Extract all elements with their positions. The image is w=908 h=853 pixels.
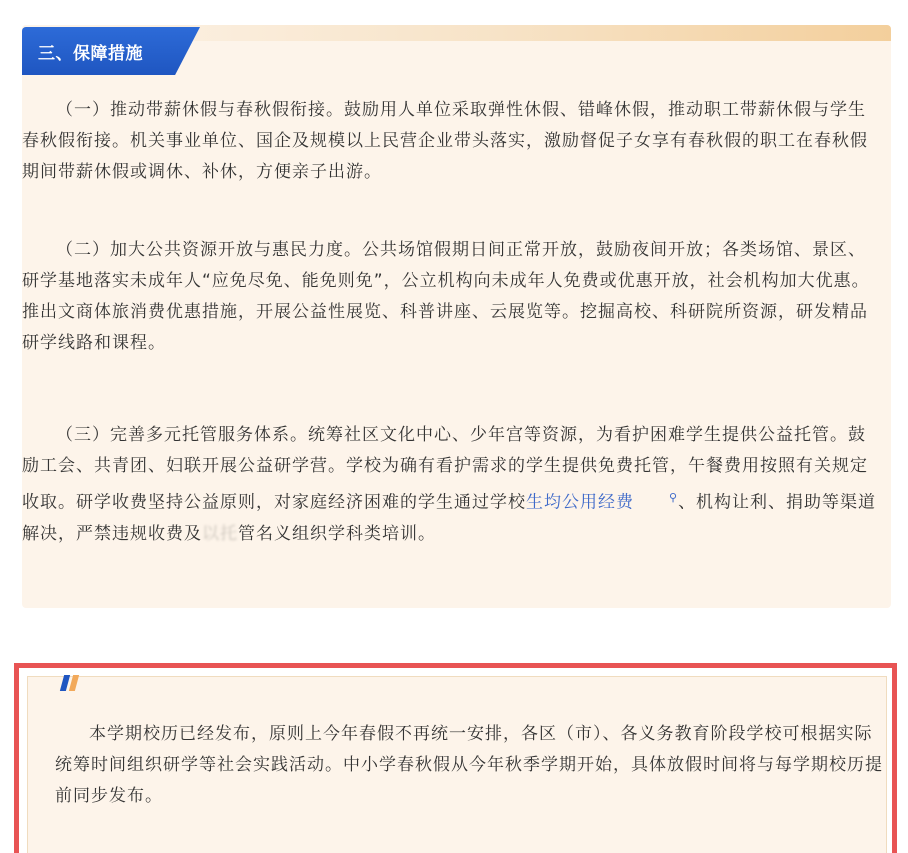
notice-card [27, 676, 887, 853]
section-card-guarantee-measures [22, 25, 891, 608]
search-icon[interactable]: ⚲ [669, 491, 679, 504]
paragraph-text-before-link: （三）完善多元托管服务体系。统筹社区文化中心、少年宫等资源，为看护困难学生提供公益托管。鼓励工会、共青团、妇联开展公益研学营。学校为确有看护需求的学生提供免费托管，午餐费用按照有关规定收取。研学收费坚持公益原则，对家庭经济困难的学生通过学校 [22, 425, 868, 513]
obscured-text: 以托 [202, 523, 238, 544]
section-title: 三、保障措施 [38, 44, 143, 64]
paragraph-text-after-link: 、机构让利、捐助等渠道解决，严禁违规收费及 [22, 492, 877, 544]
paragraph-public-resources: （二）加大公共资源开放与惠民力度。公共场馆假期日间正常开放，鼓励夜间开放；各类场馆、景区、研学基地落实未成年人“应免尽免、能免则免”，公立机构向未成年人免费或优惠开放，社会机构加大优惠。推出文商体旅消费优惠措施，开展公益性展览、科普讲座、云展览等。挖掘高校、科研院所资源，研发精品研学线路和课程。 [22, 240, 870, 353]
paragraph-text-tail: 管名义组织学科类培训。 [238, 523, 436, 544]
highlighted-notice-box [14, 663, 897, 853]
paragraph-care-services [22, 420, 882, 550]
accent-bar-orange [69, 675, 79, 691]
paragraph-paid-leave: （一）推动带薪休假与春秋假衔接。鼓励用人单位采取弹性休假、错峰休假，推动职工带薪休假与学生春秋假衔接。机关事业单位、国企及规模以上民营企业带头落实，激励督促子女享有春秋假的职工在春秋假期间带薪休假或调休、补休，方便亲子出游。 [22, 100, 868, 182]
keyword-link-per-student-funds[interactable]: 生均公用经费 [526, 492, 634, 513]
notice-text: 本学期校历已经发布，原则上今年春假不再统一安排，各区（市）、各义务教育阶段学校可根据实际统筹时间组织研学等社会实践活动。中小学春秋假从今年秋季学期开始，具体放假时间将与每学期校历提前同步发布。 [55, 724, 883, 806]
